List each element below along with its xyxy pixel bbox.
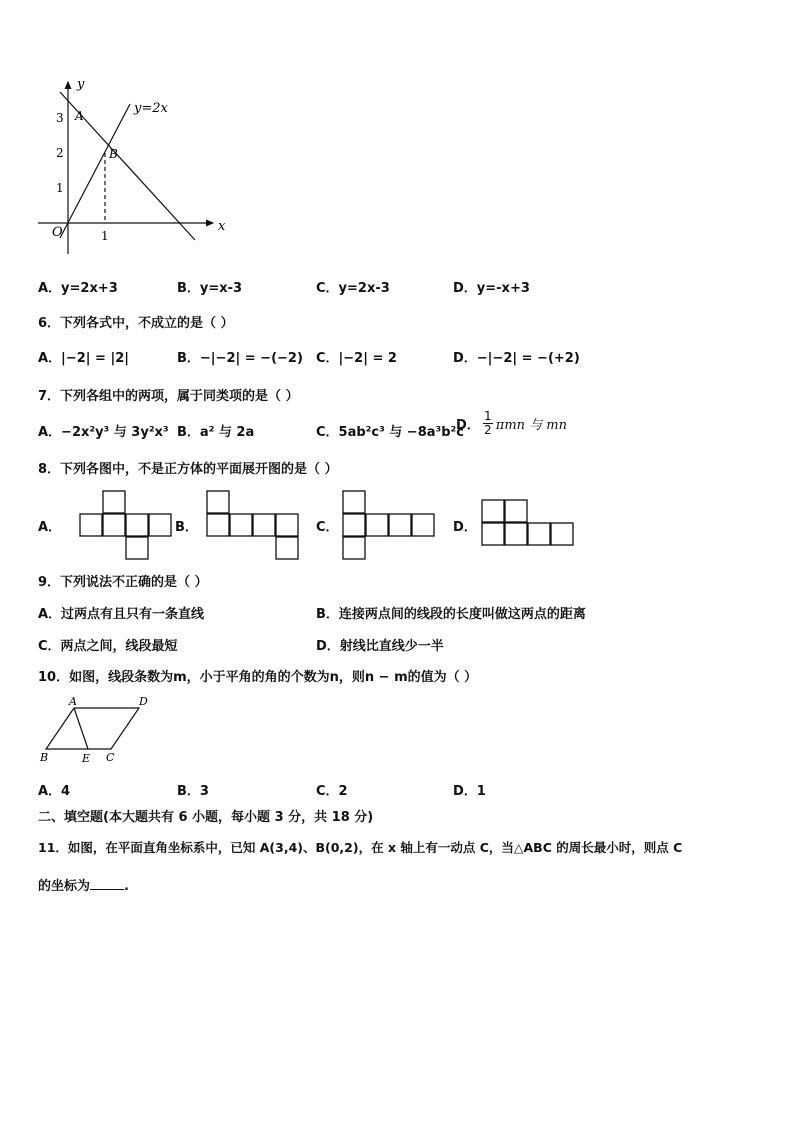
fig-label-c: C [106, 751, 115, 764]
q11-line-2 [38, 875, 129, 894]
q8-stem: 8．下列各图中，不是正方体的平面展开图的是（ ） [38, 462, 338, 477]
tick-y-1: 1 [56, 181, 64, 195]
q10-option-b[interactable]: B．3 [177, 784, 209, 799]
x-axis-label: x [218, 219, 226, 234]
q8-net-b[interactable] [205, 490, 301, 562]
q7-stem: 7．下列各组中的两项，属于同类项的是（ ） [38, 389, 299, 404]
fig-label-b: B [40, 751, 49, 764]
origin-label: O [52, 225, 63, 240]
q11-line-2-suffix: . [124, 879, 129, 894]
tick-y-3: 3 [56, 111, 64, 125]
q7-option-d-prefix: D． [456, 418, 480, 433]
q6-option-c[interactable]: C．|−2| = 2 [316, 351, 397, 366]
point-b-label: B [109, 147, 118, 161]
coordinate-graph [30, 72, 240, 262]
q10-option-d[interactable]: D．1 [453, 784, 486, 799]
line-y-2x [60, 104, 130, 238]
q10-stem: 10．如图，线段条数为m，小于平角的角的个数为n，则n − m的值为（ ） [38, 670, 478, 685]
q11-line-1: 11．如图，在平面直角坐标系中，已知 A(3,4)、B(0,2)，在 x 轴上有一动点 C，当△ABC 的周长最小时，则点 C [38, 840, 683, 855]
q6-option-b[interactable]: B．−|−2| = −(−2) [177, 351, 303, 366]
q8-option-c-label[interactable]: C． [316, 520, 339, 535]
tick-y-2: 2 [56, 146, 64, 160]
q9-option-d[interactable]: D．射线比直线少一半 [316, 639, 444, 654]
point-a-label: A [75, 109, 84, 123]
tick-x-1: 1 [101, 229, 109, 243]
q7-option-d-fraction [483, 410, 493, 437]
y-axis-label: y [77, 77, 85, 92]
q5-option-d[interactable]: D．y=-x+3 [453, 281, 530, 296]
q7-option-c[interactable]: C．5ab²c³ 与 −8a³b²c [316, 425, 464, 440]
q5-option-c[interactable]: C．y=2x-3 [316, 281, 390, 296]
fraction-denominator: 2 [483, 423, 492, 437]
q11-line-2-prefix: 的坐标为 [38, 879, 91, 894]
fraction-numerator: 1 [483, 409, 492, 423]
q7-option-b[interactable]: B．a² 与 2a [177, 425, 255, 440]
answer-blank[interactable] [90, 877, 124, 890]
fig-label-a: A [69, 695, 77, 708]
q5-option-a[interactable]: A．y=2x+3 [38, 281, 118, 296]
q6-option-d[interactable]: D．−|−2| = −(+2) [453, 351, 580, 366]
q8-net-a[interactable] [78, 490, 174, 562]
q7-option-d[interactable] [456, 410, 567, 437]
line-label: y=2x [134, 101, 168, 116]
q10-parallelogram-figure [36, 694, 166, 770]
section-2-heading: 二、填空题(本大题共有 6 小题，每小题 3 分，共 18 分) [38, 810, 374, 825]
q9-option-c[interactable]: C．两点之间，线段最短 [38, 639, 178, 654]
fig-label-e: E [82, 752, 91, 765]
q7-option-a[interactable]: A．−2x²y³ 与 3y²x³ [38, 425, 169, 440]
q8-net-c[interactable] [341, 490, 437, 562]
q7-option-d-rest: πmn 与 mn [495, 418, 568, 433]
q6-stem: 6．下列各式中，不成立的是（ ） [38, 316, 234, 331]
q8-net-d[interactable] [480, 498, 576, 550]
q5-option-b[interactable]: B．y=x-3 [177, 281, 243, 296]
q10-option-c[interactable]: C．2 [316, 784, 348, 799]
q8-option-b-label[interactable]: B． [175, 520, 198, 535]
q8-option-d-label[interactable]: D． [453, 520, 477, 535]
q6-option-a[interactable]: A．|−2| = |2| [38, 351, 129, 366]
q9-stem: 9．下列说法不正确的是（ ） [38, 575, 208, 590]
q9-option-b[interactable]: B．连接两点间的线段的长度叫做这两点的距离 [316, 607, 586, 622]
q8-option-a-label[interactable]: A． [38, 520, 62, 535]
q9-option-a[interactable]: A．过两点有且只有一条直线 [38, 607, 205, 622]
q10-option-a[interactable]: A．4 [38, 784, 71, 799]
fig-label-d: D [139, 695, 148, 708]
